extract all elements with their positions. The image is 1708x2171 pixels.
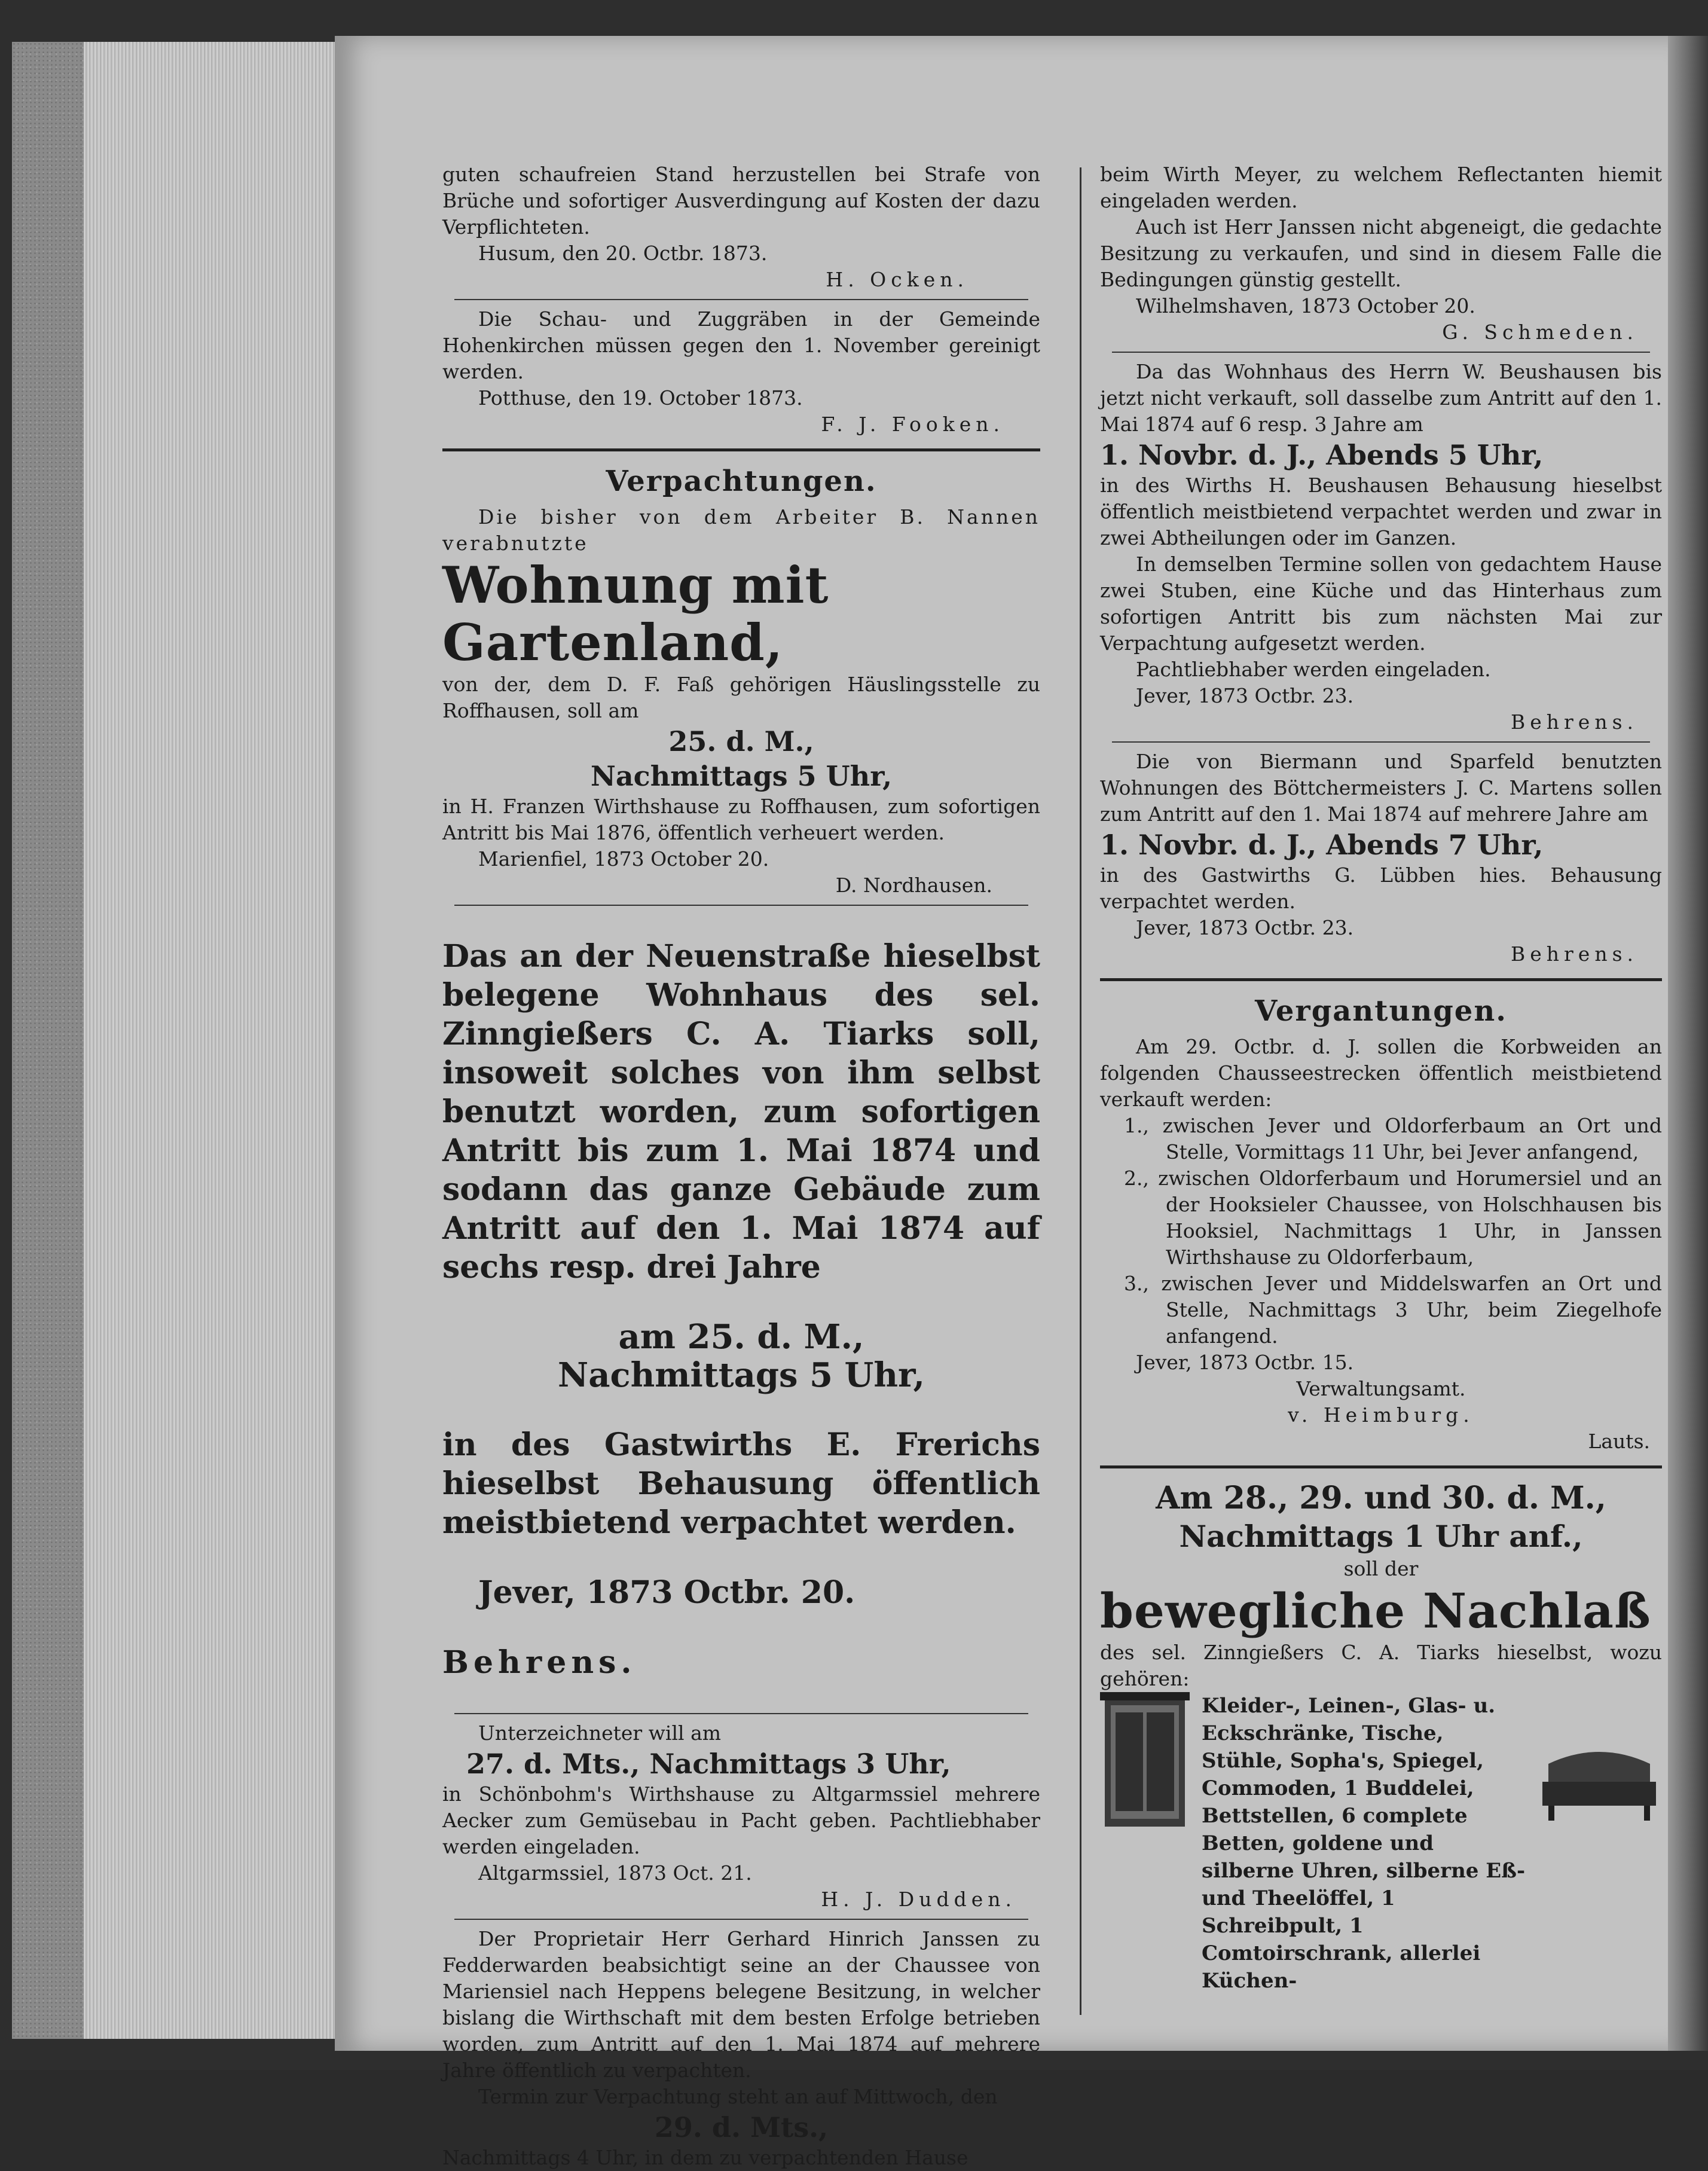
notice-text-large: Das an der Neuenstraße hieselbst belegene Wohnhaus des sel. Zinngießers C. A. Tiarks soll, insoweit solches von ihm selbst benutzt worden, zum sofortigen Antritt bis zum 1. Mai 1874 und sodann das ganze Gebäude zum Antritt auf den 1. Mai 1874 auf sechs resp. drei Jahre	[442, 938, 1040, 1285]
notice-dateline: Potthuse, den 19. October 1873.	[478, 386, 803, 410]
section-heading: Verpachtungen.	[606, 465, 877, 498]
notice-text: In demselben Termine sollen von gedachtem Hause zwei Stuben, eine Küche und das Hinterhaus zum sofortigen Antritt bis zum nächsten Mai zur Verpachtung aufgesetzt werden.	[1100, 552, 1662, 655]
notice-authority: Verwaltungsamt.	[1296, 1377, 1466, 1400]
notice	[1100, 161, 1662, 346]
notice	[442, 1926, 1040, 2171]
notice-text: Nachmittags 4 Uhr, in dem zu verpachtenden Hause	[442, 2146, 968, 2169]
notice-text: Die Schau- und Zuggräben in der Gemeinde Hohenkirchen müssen gegen den 1. November gereinigt werden.	[442, 307, 1040, 383]
notice-text: Auch ist Herr Janssen nicht abgeneigt, die gedachte Besitzung zu verkaufen, und sind in diesem Falle die Bedingungen günstig gestellt.	[1100, 215, 1662, 291]
notice-date: 1. Novbr. d. J., Abends 7 Uhr,	[1100, 829, 1544, 861]
notice-text: soll der	[1343, 1557, 1419, 1580]
notice-signature: v. Heimburg.	[1288, 1403, 1474, 1427]
notice-text: in Schönbohm's Wirthshause zu Altgarmssiel mehrere Aecker zum Gemüsebau in Pacht geben. Pachtliebhaber werden eingeladen.	[442, 1782, 1040, 1858]
notice-time: Nachmittags 1 Uhr anf.,	[1179, 1519, 1583, 1554]
notice-date: 1. Novbr. d. J., Abends 5 Uhr,	[1100, 439, 1544, 471]
inventory-list: Kleider-, Leinen-, Glas- u. Eckschränke, Tische, Stühle, Sopha's, Spiegel, Commoden, 1 Buddelei, Bettstellen, 6 complete Betten, goldene und silberne Uhren, silberne Eß- und Theelöffel, 1 Schreibpult, 1 Comtoirschrank, allerlei Küchen-	[1202, 1694, 1526, 1993]
notice-dateline: Wilhelmshaven, 1873 October 20.	[1136, 294, 1475, 317]
notice-dateline: Altgarmssiel, 1873 Oct. 21.	[478, 1861, 752, 1885]
notice-text: des sel. Zinngießers C. A. Tiarks hieselbst, wozu gehören:	[1100, 1641, 1662, 1690]
notice-headline: bewegliche Nachlaß	[1100, 1583, 1651, 1639]
notice-signature: Behrens.	[1510, 710, 1638, 734]
notice-headline: Wohnung mit Gartenland,	[442, 555, 829, 672]
notice-text: Da das Wohnhaus des Herrn W. Beushausen bis jetzt nicht verkauft, soll dasselbe zum Antritt auf den 1. Mai 1874 auf 6 resp. 3 Jahre am	[1100, 360, 1662, 436]
divider	[454, 1919, 1028, 1920]
section-heading: Vergantungen.	[1255, 994, 1507, 1028]
section-divider	[1100, 978, 1662, 981]
notice-text: von der, dem D. F. Faß gehörigen Häuslingsstelle zu Roffhausen, soll am	[442, 673, 1040, 722]
notice-list	[1100, 1113, 1662, 1349]
column-divider	[1080, 167, 1081, 2015]
notice-text: Termin zur Verpachtung steht an auf Mittwoch, den	[478, 2085, 998, 2108]
notice-dateline: Marienfiel, 1873 October 20.	[478, 847, 769, 871]
notice-text: Unterzeichneter will am	[478, 1721, 722, 1745]
notice-text: guten schaufreien Stand herzustellen bei Strafe von Brüche und sofortiger Ausverdingung auf Kosten der dazu Verpflichteten.	[442, 163, 1040, 239]
notice-text: in des Wirths H. Beushausen Behausung hieselbst öffentlich meistbietend verpachtet werden und zwar in zwei Abtheilungen oder im Ganzen.	[1100, 474, 1662, 549]
notice-cosignature: Lauts.	[1588, 1430, 1650, 1453]
sofa-illustration	[1536, 1740, 1662, 1824]
inventory-block	[1100, 1692, 1662, 1995]
notice-date: 27. d. Mts., Nachmittags 3 Uhr,	[466, 1748, 951, 1780]
list-item: 2., zwischen Oldorferbaum und Horumersiel und an der Hooksieler Chaussee, von Holschhausen bis Hooksiel, Nachmittags 1 Uhr, in Janssen Wirthshause zu Oldorferbaum,	[1124, 1167, 1662, 1269]
divider	[454, 905, 1028, 906]
left-column	[442, 161, 1040, 2171]
notice-signature: D. Nordhausen.	[835, 874, 992, 897]
notice	[442, 504, 1040, 899]
notice-text: Die von Biermann und Sparfeld benutzten Wohnungen des Böttchermeisters J. C. Martens sollen zum Antritt auf den 1. Mai 1874 auf mehrere Jahre am	[1100, 750, 1662, 826]
notice	[1100, 1034, 1662, 1455]
notice-time: Nachmittags 5 Uhr,	[590, 760, 893, 792]
notice-date: 29. d. Mts.,	[654, 2111, 829, 2143]
notice	[442, 306, 1040, 438]
divider	[1112, 352, 1650, 353]
notice-dateline: Jever, 1873 Octbr. 23.	[1136, 684, 1354, 707]
notice-text: Pachtliebhaber werden eingeladen.	[1136, 658, 1491, 681]
notice-signature: Behrens.	[442, 1644, 637, 1681]
notice-signature: G. Schmeden.	[1442, 320, 1638, 344]
section-divider	[1100, 1465, 1662, 1468]
notice-signature: H. J. Dudden.	[821, 1888, 1016, 1911]
divider	[1112, 741, 1650, 743]
divider	[454, 1713, 1028, 1714]
wardrobe-illustration	[1100, 1692, 1190, 1830]
notice-signature: Behrens.	[1510, 942, 1638, 966]
notice-dateline: Jever, 1873 Octbr. 23.	[1136, 916, 1354, 939]
notice-text: Der Proprietair Herr Gerhard Hinrich Janssen zu Fedderwarden beabsichtigt seine an der Chaussee von Mariensiel nach Heppens belegene Besitzung, in welcher bislang die Wirthschaft mit dem besten Erfolge betrieben worden, zum Antritt auf den 1. Mai 1874 auf mehrere Jahre öffentlich zu verpachten.	[442, 1927, 1040, 2082]
list-item: 1., zwischen Jever und Oldorferbaum an Ort und Stelle, Vormittags 11 Uhr, bei Jever anfangend,	[1124, 1114, 1662, 1164]
notice	[442, 161, 1040, 293]
notice-text-large: in des Gastwirths E. Frerichs hieselbst Behausung öffentlich meistbietend verpachtet werden.	[442, 1427, 1040, 1541]
notice	[1100, 359, 1662, 735]
list-item: 3., zwischen Jever und Middelswarfen an Ort und Stelle, Nachmittags 3 Uhr, beim Ziegelhofe anfangend.	[1124, 1272, 1662, 1348]
right-column	[1100, 161, 1662, 1995]
notice	[1100, 1479, 1662, 1995]
notice-text: in des Gastwirths G. Lübben hies. Behausung verpachtet werden.	[1100, 863, 1662, 913]
notice-time: Nachmittags 5 Uhr,	[558, 1355, 925, 1395]
notice-signature: F. J. Fooken.	[821, 413, 1004, 436]
notice-date: am 25. d. M.,	[618, 1317, 864, 1357]
notice-date: 25. d. M.,	[668, 725, 814, 758]
notice-text: beim Wirth Meyer, zu welchem Reflectanten hiemit eingeladen werden.	[1100, 163, 1662, 212]
notice-dateline: Jever, 1873 Octbr. 15.	[1136, 1351, 1354, 1374]
notice	[442, 937, 1040, 1682]
page-edges	[84, 42, 353, 2039]
section-divider	[442, 448, 1040, 451]
notice-text: in H. Franzen Wirthshause zu Roffhausen, zum sofortigen Antritt bis Mai 1876, öffentlich verheuert werden.	[442, 795, 1040, 844]
notice-text: Am 29. Octbr. d. J. sollen die Korbweiden an folgenden Chausseestrecken öffentlich meistbietend verkauft werden:	[1100, 1035, 1662, 1111]
notice-date: Am 28., 29. und 30. d. M.,	[1156, 1480, 1606, 1516]
page-right-edge	[1668, 36, 1708, 2051]
notice-signature: H. Ocken.	[826, 268, 968, 291]
notice-text: Die bisher von dem Arbeiter B. Nannen verabnutzte	[442, 505, 1040, 555]
notice	[1100, 749, 1662, 967]
divider	[454, 299, 1028, 300]
notice-dateline: Jever, 1873 Octbr. 20.	[478, 1574, 855, 1611]
notice	[442, 1720, 1040, 1913]
notice-dateline: Husum, den 20. Octbr. 1873.	[478, 242, 768, 265]
